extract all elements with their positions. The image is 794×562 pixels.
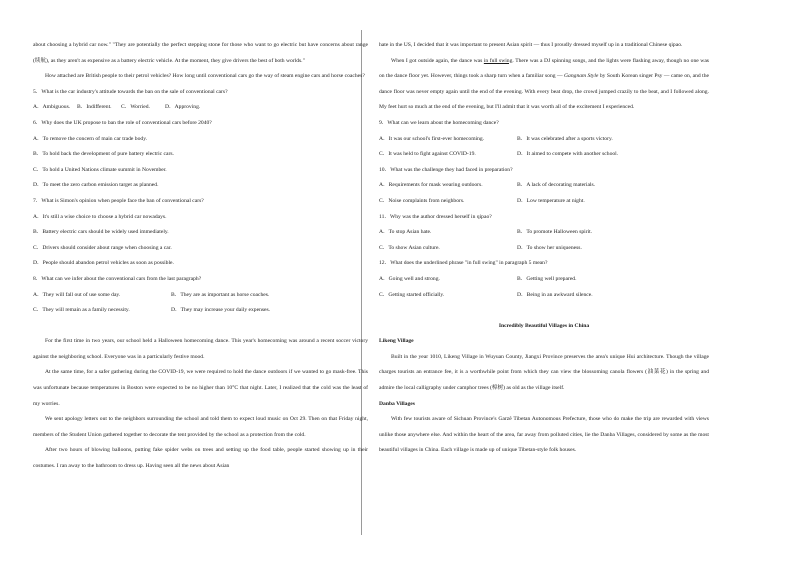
option-a: A．It was our school's first-ever homecoming. [379,135,485,142]
option-b: B．To promote Halloween spirit. [517,229,593,236]
question-12-options-row1 [379,272,709,288]
question-12-options-row2 [379,288,709,304]
option-d: D．It aimed to compete with another school. [517,151,619,158]
question-12: 12．What does the underlined phrase "in full swing" in paragraph 5 mean? [379,260,548,267]
option-c: C．Noise complaints from neighbors. [379,197,465,204]
option-b: B．Indifferent. [77,104,112,111]
passage-title: Incredibly Beautiful Villages in China [498,322,590,329]
option-c: C．To show Asian culture. [379,244,440,251]
passage-paragraph: How attached are British people to their petrol vehicles? How long until conventional cars go the way of steam engine cars and horse coaches? [45,73,365,80]
question-9-options-row1 [379,132,709,148]
passage-paragraph: We sent apology letters out to the neighbors surrounding the school and told them to expect loud music on Oct 29. Then on that Friday night, members of the Student Union gathered together to decorate the tent provided by the school as a protection from the cold. [33,416,368,438]
option-b: B．It was celebrated after a sports victory. [517,135,613,142]
village-heading: Danba Villages [379,400,415,407]
text-segment: . There was a DJ spinning songs, and the lights were flashing away, though no one was on the dance floor yet. However, things took a sharp turn when a familiar song — [379,57,709,80]
passage-paragraph: For the first time in two years, our school held a Halloween homecoming dance. This year's homecoming was around a recent soccer victory against the neighboring school. Everyone was in a particularly festive mood. [33,338,368,360]
option-d: D．To meet the zero carbon emission target as planned. [33,182,159,189]
passage-paragraph [379,54,709,116]
question-10: 10．What was the challenge they had faced in preparation? [379,166,513,173]
question-6: 6．Why does the UK propose to ban the role of conventional cars before 2040? [33,119,212,126]
option-b: B．A lack of decorating materials. [517,182,596,189]
option-d: D．Low temperature at night. [517,197,585,204]
option-b: B．To hold back the development of pure battery electric cars. [33,151,174,158]
question-5: 5．What is the car industry's attitude towards the ban on the sale of conventional cars? [33,88,228,95]
section-gap [379,303,709,319]
option-c: C．To hold a United Nations climate summit in November. [33,166,167,173]
option-a: A．They will fall out of use some day. [33,291,121,298]
option-b: B．Getting well prepared. [517,275,577,282]
question-8-options-row1 [33,288,368,304]
question-7: 7．What is Simon's opinion when people face the ban of conventional cars? [33,197,204,204]
option-d: D．Approving. [165,104,201,111]
option-d: D．Being in an awkward silence. [517,291,593,298]
question-10-options-row2 [379,194,709,210]
question-9-options-row2 [379,147,709,163]
option-c: C．Worried. [121,104,150,111]
option-a: A．Requirements for mask wearing outdoors. [379,182,483,189]
option-a: A．It's still a wise choice to choose a hybrid car nowadays. [33,213,167,220]
option-a: A．To remove the concern of main car trade body. [33,135,148,142]
passage-paragraph: about choosing a hybrid car now." "They are potentially the perfect stepping stone for those who want to go electric but have concerns about range (续航), as they aren't as expensive as a battery electric vehicle. At the moment, they give drivers the best of both worlds." [33,42,368,64]
option-c: C．They will remain as a family necessity. [33,307,130,314]
text-segment: When I got outside again, the dance was [391,57,484,64]
option-d: D．People should abandon petrol vehicles as soon as possible. [33,260,174,267]
section-gap [33,319,368,335]
option-a: A．To stop Asian hate. [379,229,432,236]
option-d: D．They may increase your daily expenses. [171,307,271,314]
option-c: C．Drivers should consider about range when choosing a car. [33,244,172,251]
option-a: A．Going well and strong. [379,275,440,282]
question-5-options [33,100,368,116]
underlined-phrase: in full swing [483,57,513,64]
passage-paragraph: hate in the US, I decided that it was important to present Asian spirit — thus I proudly dressed myself up in a traditional Chinese qipao. [379,42,683,48]
option-b: B．Battery electric cars should be widely used immediately. [33,229,169,236]
song-title: Gangnam Style [564,73,599,80]
question-9: 9．What can we learn about the homecoming dance? [379,119,499,126]
passage-paragraph: After two hours of blowing balloons, putting fake spider webs on trees and setting up the food table, people started showing up in their costumes. I ran away to the bathroom to dress up. Having seen all the news about Asian [33,447,368,470]
text-segment: by South Korean singer Psy — came on, and the dance floor was never empty again until the end of the evening. With every beat drop, the crowd jumped crazily to the beat, and I followed along. My feet hurt so much at the end of the evening, but I'll admit that it was worth all of the excitement I experienced. [379,73,709,111]
question-11: 11．Why was the author dressed herself in qipao? [379,213,492,220]
passage-paragraph: At the same time, for a safer gathering during the COVID-19, we were required to hold the dance outdoors if we wanted to go mask-free. This was unfortunate because temperatures in Boston were expected to be no higher than 10°C that night. Later, I realized that the cold was the least of my worries. [33,369,368,407]
option-d: D．To show her uniqueness. [517,244,582,251]
option-c: C．Getting started officially. [379,291,445,298]
question-8-options-row2 [33,303,368,319]
passage-paragraph: With few tourists aware of Sichuan Province's Garzê Tibetan Autonomous Prefecture, those who do make the trip are rewarded with views unlike those anywhere else. And within the heart of the area, far away from polluted cities, lie the Danba Villages, considered by some as the most beautiful villages in China. Each village is made up of unique Tibetan-style folk houses. [379,416,709,454]
option-c: C．It was held to fight against COVID-19. [379,151,476,158]
option-b: B．They are as important as horse coaches. [171,291,270,298]
left-column [33,38,368,475]
question-11-options-row2 [379,241,709,257]
question-8: 8．What can we infer about the conventional cars from the last paragraph? [33,275,202,282]
option-a: A．Ambiguous. [33,104,71,111]
question-10-options-row1 [379,178,709,194]
passage-paragraph: Built in the year 1010, Likeng Village in Wuyuan County, Jiangxi Province preserves the area's unique Hui architecture. Though the village charges tourists an entrance fee, it is a worthwhile point from which they can view the blossoming canola flowers (油菜花) in the spring and admire the local calligraphy under camphor trees (樟树) as old as the village itself. [379,353,709,392]
question-11-options-row1 [379,225,709,241]
right-column [379,38,709,459]
village-heading: Likeng Village [379,338,414,345]
